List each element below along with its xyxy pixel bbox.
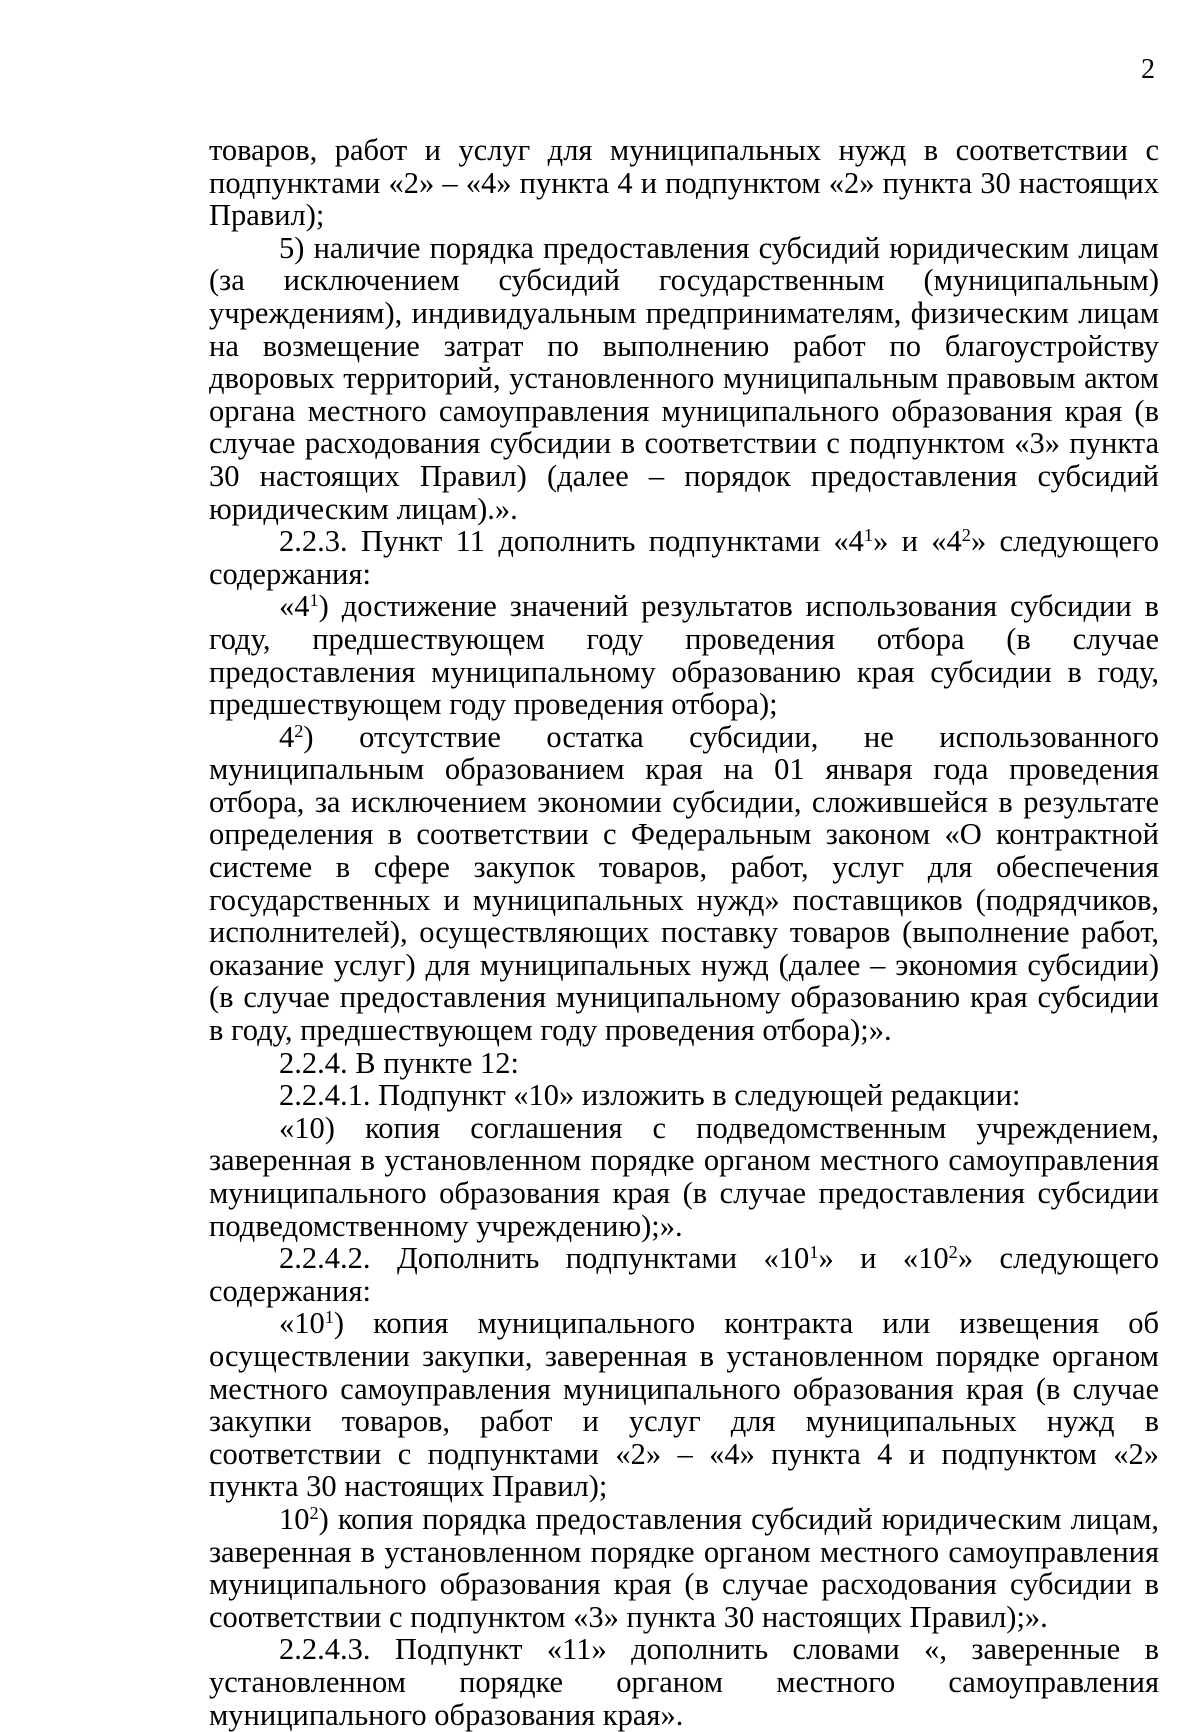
text-segment: » следующего содержания: bbox=[209, 1241, 1159, 1308]
paragraph-continuation: товаров, работ и услуг для муниципальных нужд в соответствии с подпунктами «2» – «4» пункта 4 и подпунктом «2» пункта 30 настоящих Правил); bbox=[209, 133, 1159, 233]
text-segment: » и «4 bbox=[873, 524, 962, 559]
paragraph-item-10-2 bbox=[209, 1503, 1159, 1633]
text-segment: «4 bbox=[279, 589, 310, 624]
text-segment: 4 bbox=[279, 719, 295, 754]
paragraph-item-10: «10) копия соглашения с подведомственным учреждением, заверенная в установленном порядке органом местного самоуправления муниципального образования края (в случае предоставления субсидии подведомственному учреждению);». bbox=[209, 1110, 1159, 1243]
document-body bbox=[209, 134, 1159, 1731]
text-segment: ) копия порядка предоставления субсидий юридическим лицам, заверенная в установленном порядке органом местного самоуправления муниципального образования края (в случае расходования субсидии в соответствии с подпунктом «3» пункта 30 настоящих Правил);». bbox=[209, 1501, 1159, 1634]
paragraph-section-2-2-3 bbox=[209, 525, 1159, 590]
superscript: 2 bbox=[309, 1502, 319, 1523]
superscript: 1 bbox=[309, 590, 319, 611]
paragraph-item-4-1 bbox=[209, 590, 1159, 720]
page-number: 2 bbox=[1141, 54, 1155, 85]
text-segment: ) достижение значений результатов использования субсидии в году, предшествующем году проведения отбора (в случае предоставления муниципальному образованию края субсидии в году, предшествующем году проведения отбора); bbox=[209, 589, 1159, 722]
text-segment: » и «10 bbox=[818, 1241, 949, 1276]
paragraph-section-2-2-4-1: 2.2.4.1. Подпункт «10» изложить в следующей редакции: bbox=[279, 1078, 1021, 1113]
text-segment: » следующего содержания: bbox=[209, 524, 1159, 591]
paragraph-section-2-2-4: 2.2.4. В пункте 12: bbox=[279, 1045, 519, 1080]
paragraph-item-5: 5) наличие порядка предоставления субсидий юридическим лицам (за исключением субсидий государственным (муниципальным) учреждениям), индивидуальным предпринимателям, физическим лицам на возмещение затрат по выполнению работ по благоустройству дворовых территорий, установленного муниципальным правовым актом органа местного самоуправления муниципального образования края (в случае расходования субсидии в соответствии с подпунктом «3» пункта 30 настоящих Правил) (далее – порядок предоставления субсидий юридическим лицам).». bbox=[209, 230, 1159, 526]
superscript: 1 bbox=[324, 1307, 334, 1328]
text-segment: 2.2.4.2. Дополнить подпунктами «10 bbox=[279, 1241, 810, 1276]
superscript: 2 bbox=[294, 720, 304, 741]
superscript: 1 bbox=[863, 525, 874, 546]
text-segment: 10 bbox=[279, 1501, 310, 1536]
superscript: 2 bbox=[948, 1242, 958, 1263]
paragraph-section-2-2-4-2 bbox=[209, 1242, 1159, 1307]
text-segment: «10 bbox=[279, 1306, 325, 1341]
paragraph-item-10-1 bbox=[209, 1307, 1159, 1503]
paragraph-item-4-2 bbox=[209, 721, 1159, 1047]
text-segment: ) копия муниципального контракта или извещения об осуществлении закупки, заверенная в установленном порядке органом местного самоуправления муниципального образования края (в случае закупки товаров, работ и услуг для муниципальных нужд в соответствии с подпунктами «2» – «4» пункта 4 и подпунктом «2» пункта 30 настоящих Правил); bbox=[209, 1306, 1159, 1504]
superscript: 2 bbox=[961, 525, 971, 546]
paragraph-section-2-2-4-3: 2.2.4.3. Подпункт «11» дополнить словами «, заверенные в установленном порядке органом местного самоуправления муниципального образования края». bbox=[209, 1632, 1159, 1732]
text-segment: 2.2.3. Пункт 11 дополнить подпунктами «4 bbox=[279, 524, 864, 559]
superscript: 1 bbox=[809, 1242, 819, 1263]
text-segment: ) отсутствие остатка субсидии, не использованного муниципальным образованием края на 01 января года проведения отбора, за исключением экономии субсидии, сложившейся в результате определения в соответствии с Федеральным законом «О контрактной системе в сфере закупок товаров, работ, услуг для обеспечения государственных и муниципальных нужд» поставщиков (подрядчиков, исполнителей), осуществляющих поставку товаров (выполнение работ, оказание услуг) для муниципальных нужд (далее – экономия субсидии) (в случае предоставления муниципальному образованию края субсидии в году, предшествующем году проведения отбора);». bbox=[209, 719, 1159, 1048]
